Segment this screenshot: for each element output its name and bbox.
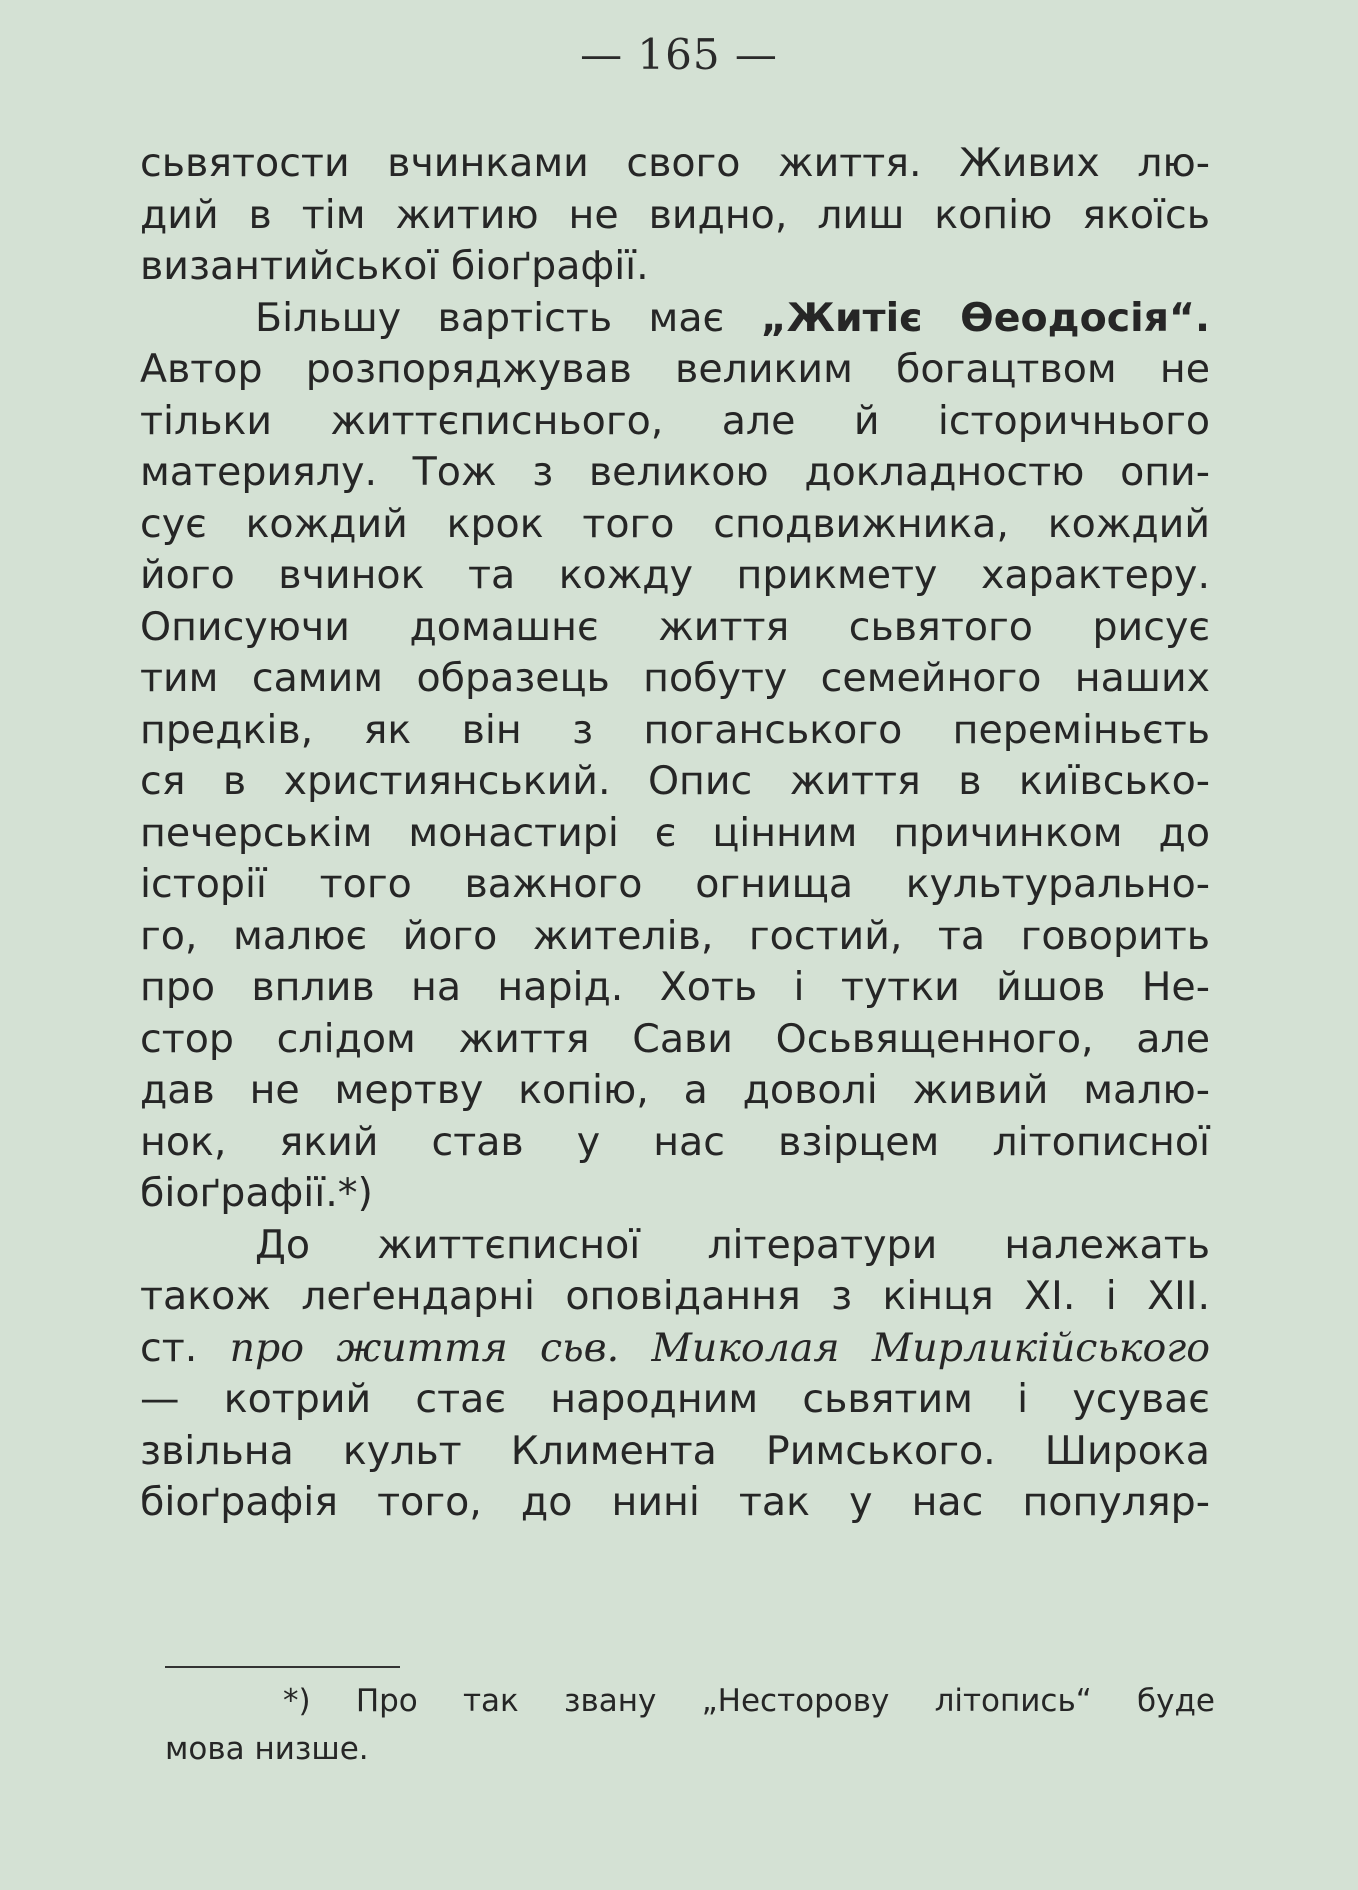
footnote-line: мова низше. <box>165 1731 369 1767</box>
text-line: стор слідом життя Сави Осьвященного, але <box>140 1015 1210 1062</box>
work-title-bold: „Житіє Өеодосія“. <box>760 294 1210 341</box>
text-segment: Більшу вартість має <box>255 294 761 341</box>
text-line: нок, який став у нас взірцем літописної <box>140 1118 1210 1165</box>
text-line: біоґрафія того, до нині так у нас популяр- <box>140 1479 1210 1525</box>
text-line: дий в тім житию не видно, лиш копію якоїсь <box>140 191 1210 238</box>
text-line <box>140 293 1210 345</box>
footnote-divider <box>165 1666 400 1668</box>
text-line: сьвятости вчинками свого життя. Живих лю- <box>140 140 1210 186</box>
text-line <box>140 1323 1210 1375</box>
text-line: До життєписної літератури належать <box>255 1221 1210 1268</box>
text-line: звільна культ Климента Римського. Широка <box>140 1427 1210 1474</box>
text-line: материялу. Тож з великою докладностю опи- <box>140 449 1210 495</box>
text-line: печерськім монастирі є цінним причинком до <box>140 809 1210 856</box>
text-line: Автор розпоряджував великим богацтвом не <box>140 346 1210 392</box>
text-line: ся в християнський. Опис життя в київсько- <box>140 758 1210 804</box>
text-line: тим самим образець побуту семейного наших <box>140 655 1210 701</box>
text-line: дав не мертву копію, а доволі живий малю- <box>140 1067 1210 1113</box>
text-segment: ст. <box>140 1324 230 1371</box>
text-line: сує кождий крок того сподвижника, кождий <box>140 500 1210 547</box>
footnote <box>165 1677 1215 1773</box>
text-line: про вплив на нарід. Хоть і тутки йшов Не- <box>140 964 1210 1010</box>
text-line: також леґендарні оповідання з кінця XI. і XII. <box>140 1273 1210 1319</box>
text-line: византийської біоґрафії. <box>140 243 649 289</box>
text-line: його вчинок та кожду прикмету характеру. <box>140 552 1210 598</box>
text-line: Описуючи домашнє життя сьвятого рисує <box>140 603 1210 650</box>
text-line: тільки життєписнього, але й історичнього <box>140 397 1210 444</box>
text-line: го, малює його жителів, гостий, та говорить <box>140 912 1210 959</box>
text-line: — котрий стає народним сьвятим і усуває <box>140 1376 1210 1422</box>
body-text <box>140 138 1210 1529</box>
footnote-line: *) Про так звану „Несторову літопись“ буде <box>283 1683 1215 1719</box>
work-title-italic: про життя сьв. Миколая Мирликійського <box>229 1324 1211 1371</box>
text-line: предків, як він з поганського переміньєть <box>140 706 1210 753</box>
page-number: — 165 — <box>580 30 778 79</box>
text-line: історії того важного огнища культурально- <box>140 861 1210 907</box>
text-line: біоґрафії.*) <box>140 1170 373 1216</box>
